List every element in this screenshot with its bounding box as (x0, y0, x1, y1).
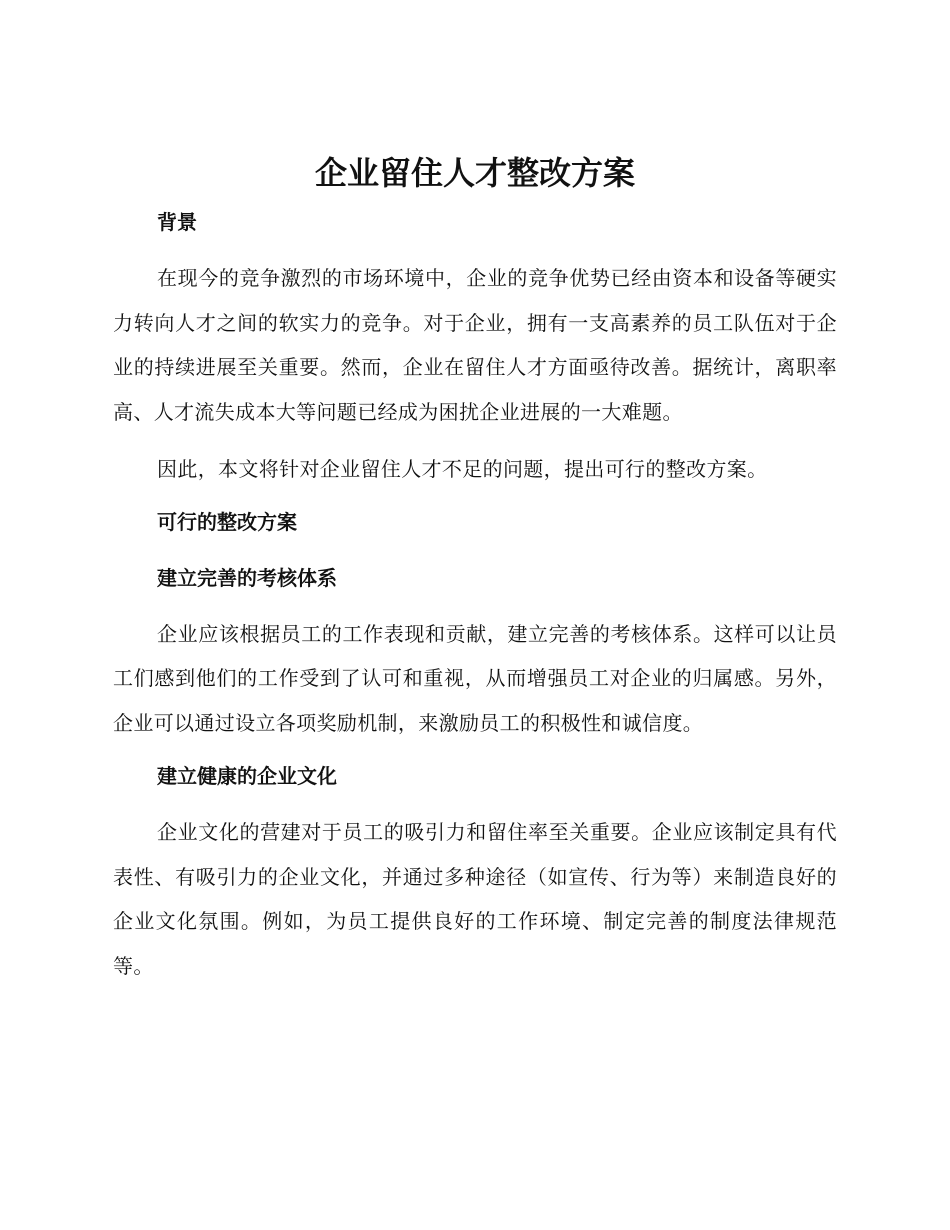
section-heading-background: 背景 (157, 210, 197, 234)
section-heading-plan: 可行的整改方案 (157, 509, 297, 534)
subsection-heading-culture: 建立健康的企业文化 (157, 764, 337, 788)
paragraph-purpose: 因此，本文将针对企业留住人才不足的问题，提出可行的整改方案。 (157, 457, 768, 481)
document-body (113, 150, 837, 988)
paragraph-assessment: 企业应该根据员工的工作表现和贡献，建立完善的考核体系。这样可以让员工们感到他们的工作受到了认可和重视，从而增强员工对企业的归属感。另外，企业可以通过设立各项奖励机制，来激励员工的积极性和诚信度。 (113, 621, 837, 735)
subsection-heading-assessment: 建立完善的考核体系 (157, 565, 337, 590)
document-title: 企业留住人才整改方案 (314, 154, 635, 192)
paragraph-culture: 企业文化的营建对于员工的吸引力和留住率至关重要。企业应该制定具有代表性、有吸引力的企业文化，并通过多种途径（如宣传、行为等）来制造良好的企业文化氛围。例如，为员工提供良好的工作环境、制定完善的制度法律规范等。 (113, 820, 837, 978)
paragraph-background: 在现今的竞争激烈的市场环境中，企业的竞争优势已经由资本和设备等硬实力转向人才之间的软实力的竞争。对于企业，拥有一支高素养的员工队伍对于企业的持续进展至关重要。然而，企业在留住人才方面亟待改善。据统计，离职率高、人才流失成本大等问题已经成为困扰企业进展的一大难题。 (113, 266, 837, 424)
